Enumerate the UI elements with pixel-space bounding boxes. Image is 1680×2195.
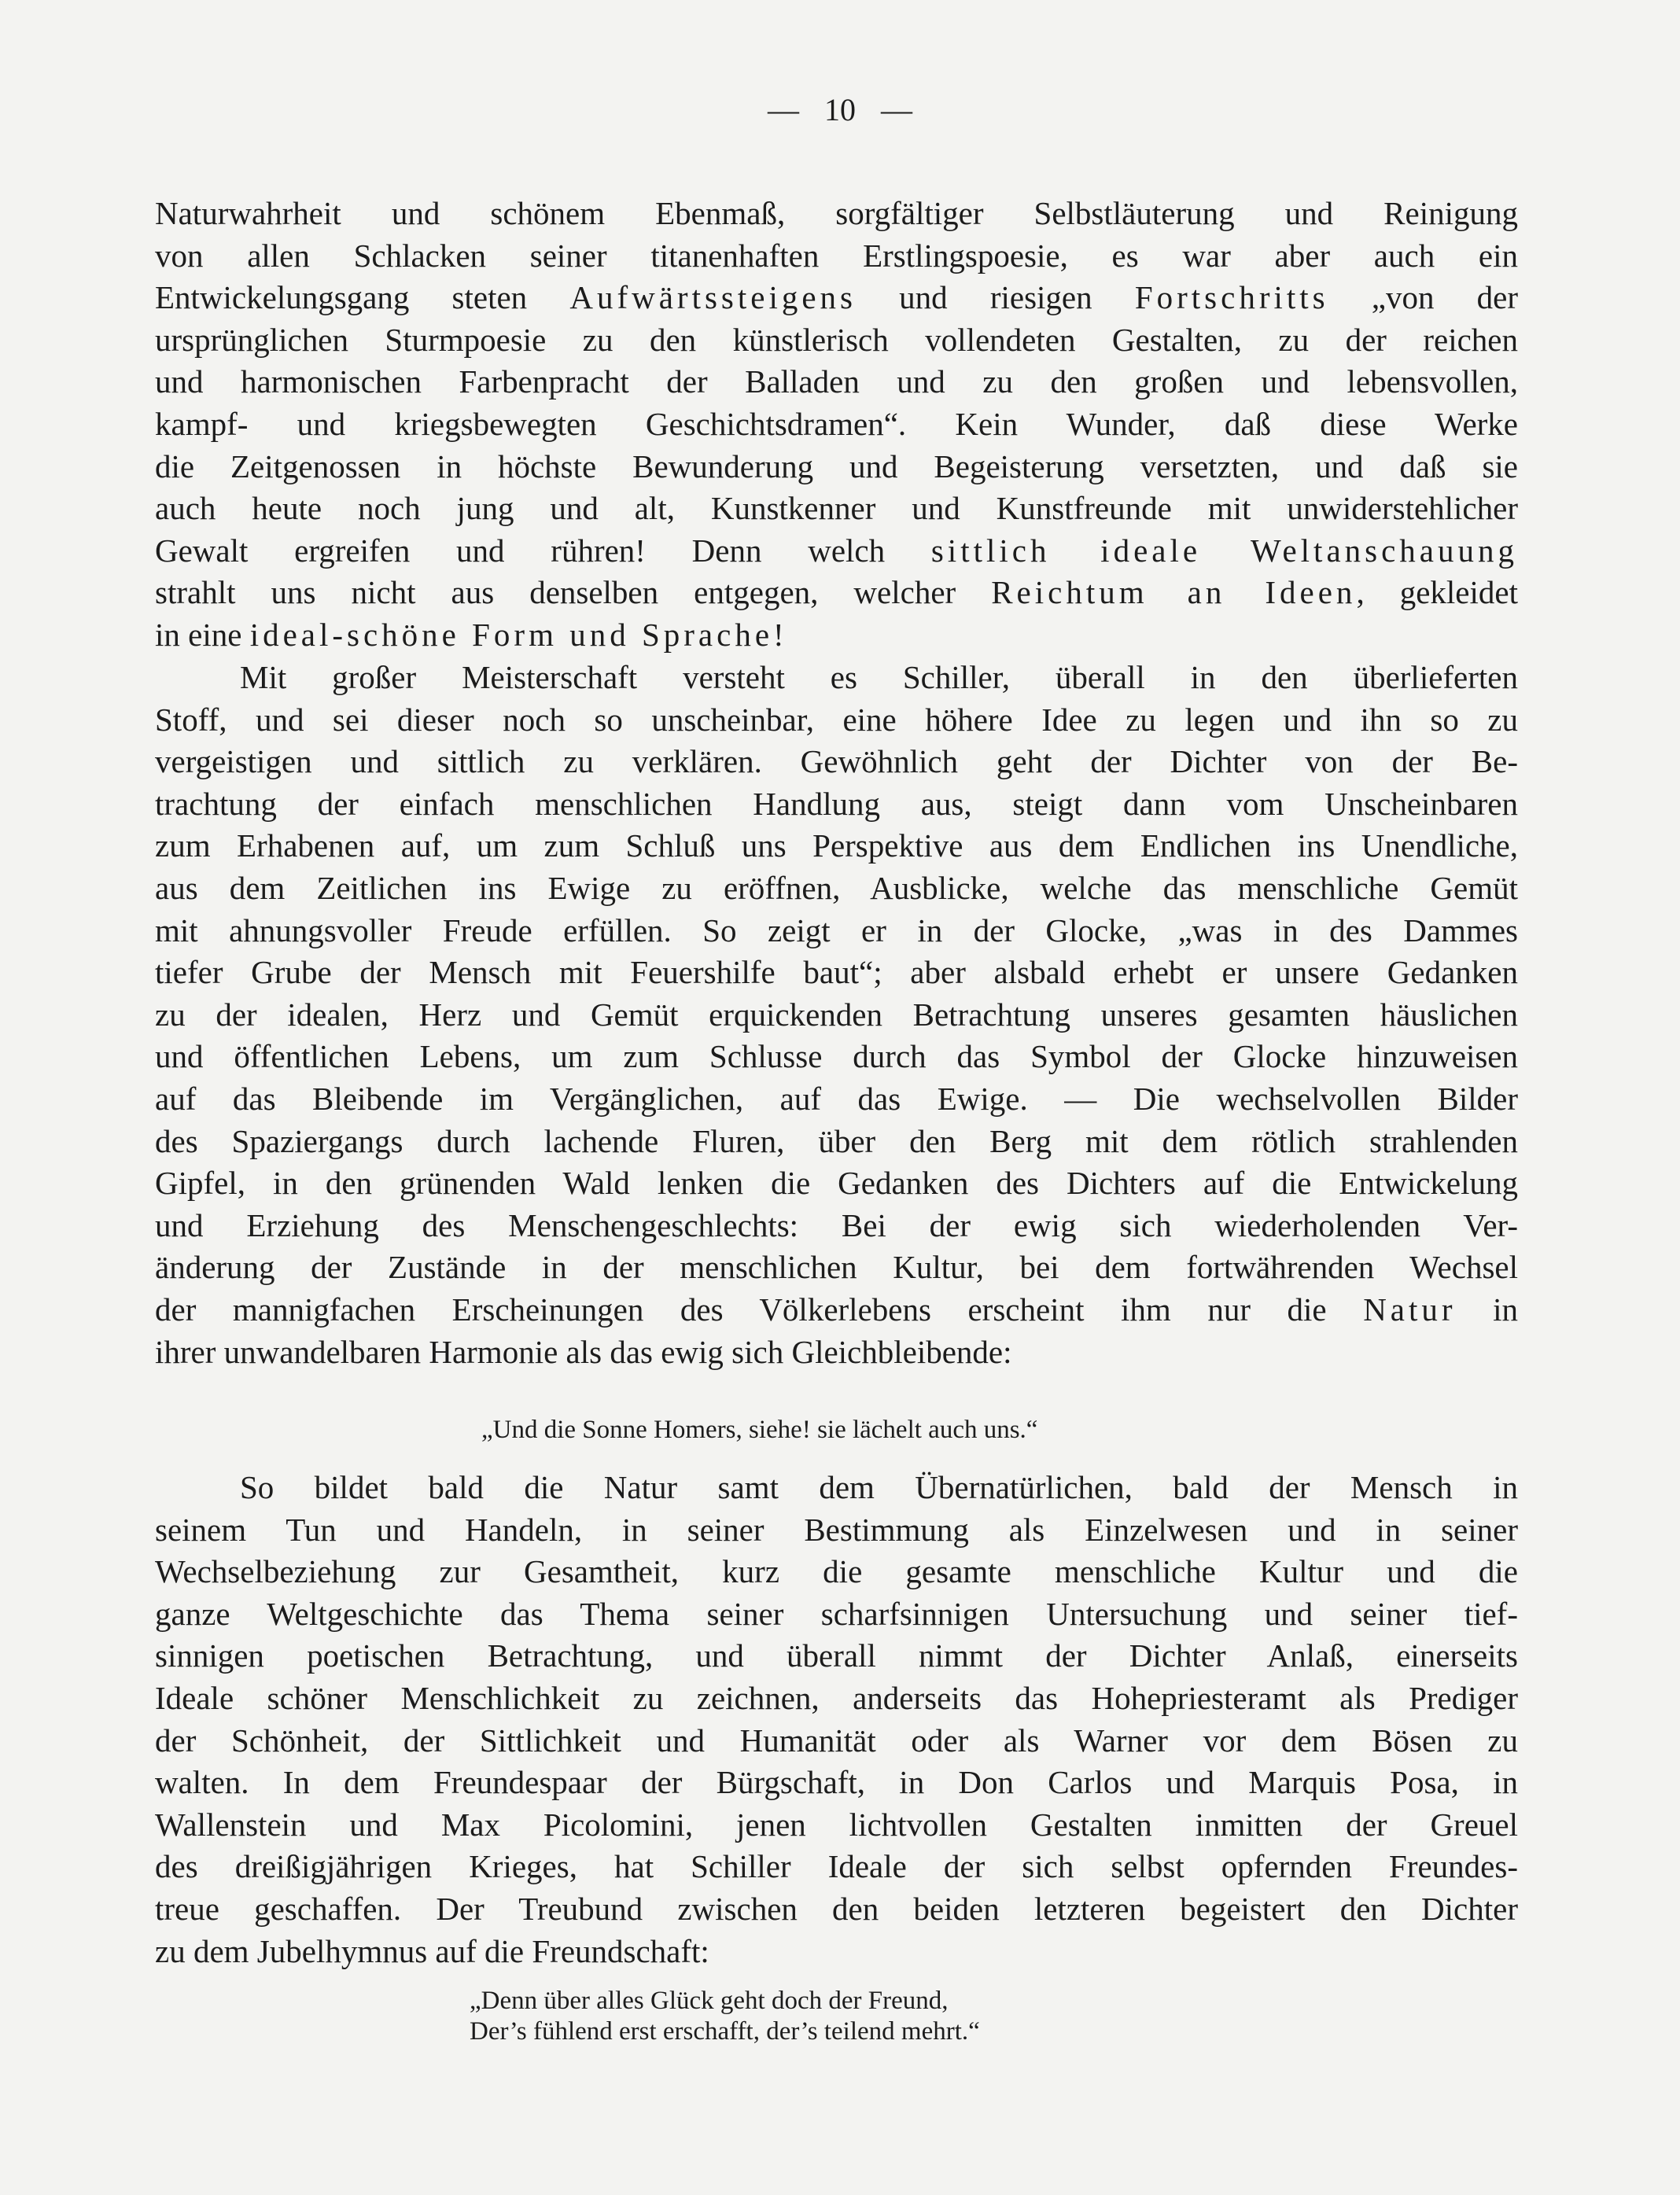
- paragraph-3-line: Wechselbeziehung zur Gesamtheit, kurz die gesamte menschliche Kultur und die: [155, 1553, 1518, 1590]
- paragraph-2-line: zu der idealen, Herz und Gemüt erquickenden Betrachtung unseres gesamten häuslichen: [155, 996, 1518, 1033]
- paragraph-3-line: sinnigen poetischen Betrachtung, und überall nimmt der Dichter Anlaß, einerseits: [155, 1637, 1518, 1674]
- paragraph-2-line: vergeistigen und sittlich zu verklären. Gewöhnlich geht der Dichter von der Be-: [155, 743, 1518, 780]
- paragraph-1-line: in eine ideal-schöne Form und Sprache!: [155, 617, 788, 653]
- spaced-emphasis: Natur: [1363, 1291, 1457, 1328]
- paragraph-1-line: Naturwahrheit und schönem Ebenmaß, sorgfältiger Selbstläuterung und Reinigung: [155, 195, 1518, 231]
- paragraph-2-line: Gipfel, in den grünenden Wald lenken die Gedanken des Dichters auf die Entwickelung: [155, 1165, 1518, 1202]
- paragraph-1-line: ursprünglichen Sturmpoesie zu den künstlerisch vollendeten Gestalten, zu der reichen: [155, 321, 1518, 358]
- paragraph-3-line: zu dem Jubelhymnus auf die Freundschaft:: [155, 1932, 709, 1969]
- spaced-emphasis: sittlich ideale Weltanschauung: [930, 532, 1518, 569]
- spaced-emphasis: Aufwärtssteigens: [569, 279, 857, 316]
- paragraph-2-line: der mannigfachen Erscheinungen des Völkerlebens erscheint ihm nur die Natur in: [155, 1291, 1518, 1328]
- page-number: — 10 —: [768, 92, 912, 127]
- paragraph-2-line: trachtung der einfach menschlichen Handlung aus, steigt dann vom Unscheinbaren: [155, 785, 1518, 822]
- paragraph-3-line: ganze Weltgeschichte das Thema seiner scharfsinnigen Untersuchung und seiner tief-: [155, 1595, 1518, 1632]
- paragraph-3-line: seinem Tun und Handeln, in seiner Bestimmung als Einzelwesen und in seiner: [155, 1511, 1518, 1548]
- paragraph-2-line: des Spaziergangs durch lachende Fluren, über den Berg mit dem rötlich strahlenden: [155, 1122, 1518, 1159]
- paragraph-2-line: zum Erhabenen auf, um zum Schluß uns Perspektive aus dem Endlichen ins Unendliche,: [155, 827, 1518, 864]
- spaced-emphasis: Reichtum an Ideen: [991, 574, 1357, 611]
- paragraph-1-line: kampf- und kriegsbewegten Geschichtsdramen“. Kein Wunder, daß diese Werke: [155, 406, 1518, 442]
- paragraph-2-line: Mit großer Meisterschaft versteht es Schiller, überall in den überlieferten: [240, 659, 1518, 695]
- paragraph-3-line: des dreißigjährigen Krieges, hat Schiller Ideale der sich selbst opfernden Freundes-: [155, 1848, 1518, 1885]
- paragraph-3-line: treue geschaffen. Der Treubund zwischen den beiden letzteren begeistert den Dichter: [155, 1891, 1518, 1927]
- paragraph-3-line: So bildet bald die Natur samt dem Übernatürlichen, bald der Mensch in: [240, 1469, 1518, 1505]
- verse-quote-line: Der’s fühlend erst erschafft, der’s teilend mehrt.“: [470, 2017, 980, 2046]
- paragraph-3-line: walten. In dem Freundespaar der Bürgschaft, in Don Carlos und Marquis Posa, in: [155, 1764, 1518, 1801]
- paragraph-2-line: mit ahnungsvoller Freude erfüllen. So zeigt er in der Glocke, „was in des Dammes: [155, 912, 1518, 948]
- paragraph-3-line: der Schönheit, der Sittlichkeit und Humanität oder als Warner vor dem Bösen zu: [155, 1722, 1518, 1759]
- verse-quote-line: „Denn über alles Glück geht doch der Freund,: [470, 1987, 949, 2015]
- paragraph-2-line: änderung der Zustände in der menschlichen Kultur, bei dem fortwährenden Wechsel: [155, 1249, 1518, 1286]
- paragraph-2-line: tiefer Grube der Mensch mit Feuershilfe baut“; aber alsbald erhebt er unsere Gedanken: [155, 954, 1518, 991]
- paragraph-2-line: auf das Bleibende im Vergänglichen, auf das Ewige. — Die wechselvollen Bilder: [155, 1081, 1518, 1117]
- verse-quote-line: „Und die Sonne Homers, siehe! sie lächelt auch uns.“: [481, 1416, 1038, 1444]
- paragraph-2-line: Stoff, und sei dieser noch so unscheinbar, eine höhere Idee zu legen und ihn so zu: [155, 701, 1518, 738]
- paragraph-2-line: aus dem Zeitlichen ins Ewige zu eröffnen, Ausblicke, welche das menschliche Gemüt: [155, 870, 1518, 906]
- paragraph-2-line: und öffentlichen Lebens, um zum Schlusse durch das Symbol der Glocke hinzuweisen: [155, 1038, 1518, 1075]
- paragraph-3-line: Ideale schöner Menschlichkeit zu zeichnen, anderseits das Hohepriesteramt als Prediger: [155, 1680, 1518, 1716]
- paragraph-1-line: auch heute noch jung und alt, Kunstkenner und Kunstfreunde mit unwiderstehlicher: [155, 490, 1518, 527]
- paragraph-1-line: Gewalt ergreifen und rühren! Denn welch sittlich ideale Weltanschauung: [155, 532, 1518, 569]
- paragraph-2-line: und Erziehung des Menschengeschlechts: Bei der ewig sich wiederholenden Ver-: [155, 1206, 1518, 1243]
- spaced-emphasis: ideal-schöne Form und Sprache!: [249, 617, 788, 653]
- paragraph-1-line: strahlt uns nicht aus denselben entgegen, welcher Reichtum an Ideen, gekleidet: [155, 574, 1518, 611]
- spaced-emphasis: Fortschritts: [1134, 279, 1329, 316]
- paragraph-1-line: und harmonischen Farbenpracht der Balladen und zu den großen und lebensvollen,: [155, 363, 1518, 400]
- paragraph-1-line: Entwickelungsgang steten Aufwärtssteigens und riesigen Fortschritts „von der: [155, 279, 1518, 316]
- paragraph-3-line: Wallenstein und Max Picolomini, jenen lichtvollen Gestalten inmitten der Greuel: [155, 1806, 1518, 1843]
- paragraph-1-line: die Zeitgenossen in höchste Bewunderung und Begeisterung versetzten, und daß sie: [155, 447, 1518, 484]
- paragraph-2-line: ihrer unwandelbaren Harmonie als das ewig sich Gleichbleibende:: [155, 1333, 1012, 1370]
- paragraph-1-line: von allen Schlacken seiner titanenhaften Erstlingspoesie, es war aber auch ein: [155, 237, 1518, 274]
